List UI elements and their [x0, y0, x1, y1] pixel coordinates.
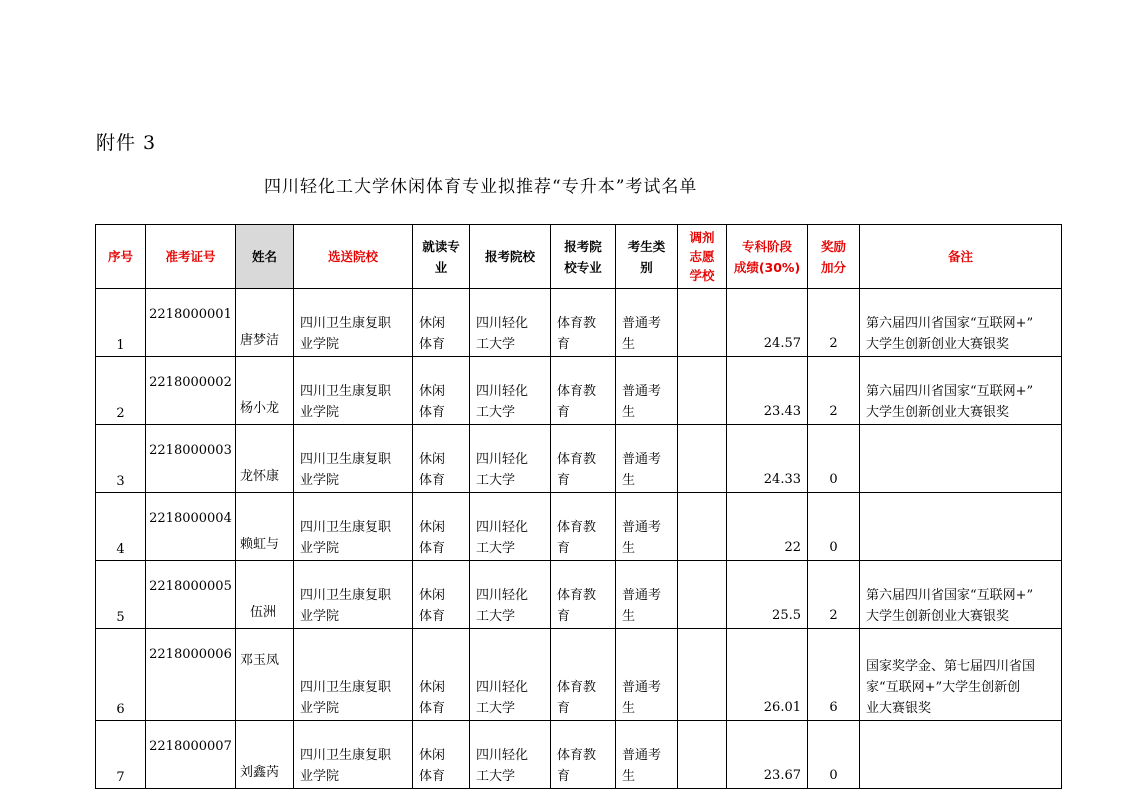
header-seq: 序号: [96, 225, 146, 289]
cell-note: [860, 561, 1062, 629]
category-line1: 普通考: [622, 588, 662, 603]
major-line2: 体育: [419, 337, 446, 352]
note-line2: 家“互联网+”大学生创新创: [866, 680, 1021, 695]
table-row: [96, 561, 1062, 629]
target-major-line1: 体育教: [557, 520, 597, 535]
cell-name: 唐梦洁: [236, 289, 294, 357]
cell-target-major: [551, 425, 616, 493]
cell-seq: 2: [96, 357, 146, 425]
major-line2: 体育: [419, 541, 446, 556]
cell-note: [860, 289, 1062, 357]
header-target-major-line2: 校专业: [564, 259, 602, 275]
target-line1: 四川轻化: [476, 588, 529, 603]
cell-exam-id: 2218000007: [146, 721, 236, 789]
cell-major: [413, 629, 470, 721]
cell-target: [470, 721, 551, 789]
header-major-line2: 业: [434, 259, 448, 275]
cell-name: 伍洲: [236, 561, 294, 629]
cell-target: [470, 289, 551, 357]
cell-major: [413, 493, 470, 561]
cell-school: [294, 289, 413, 357]
cell-target-major: [551, 721, 616, 789]
cell-major: [413, 561, 470, 629]
target-major-line1: 体育教: [557, 588, 597, 603]
note-line2: 大学生创新创业大赛银奖: [866, 405, 1010, 420]
school-line1: 四川卫生康复职: [300, 748, 392, 763]
category-line2: 生: [622, 405, 636, 420]
header-exam-id: 准考证号: [146, 225, 236, 289]
cell-seq: 3: [96, 425, 146, 493]
category-line2: 生: [622, 337, 636, 352]
target-major-line1: 体育教: [557, 452, 597, 467]
cell-name: 龙怀康: [236, 425, 294, 493]
header-note: 备注: [860, 225, 1062, 289]
target-line1: 四川轻化: [476, 384, 529, 399]
cell-score: 24.33: [727, 425, 808, 493]
cell-major: [413, 721, 470, 789]
table-body: [96, 289, 1062, 789]
school-line1: 四川卫生康复职: [300, 520, 392, 535]
major-line2: 体育: [419, 769, 446, 784]
cell-score: 26.01: [727, 629, 808, 721]
cell-target: [470, 357, 551, 425]
target-line2: 工大学: [476, 701, 516, 716]
cell-target-major: [551, 629, 616, 721]
category-line1: 普通考: [622, 316, 662, 331]
candidate-table: [95, 224, 1062, 789]
header-adjust: [678, 225, 727, 289]
target-line2: 工大学: [476, 609, 516, 624]
major-line1: 休闲: [419, 520, 446, 535]
header-bonus-line1: 奖励: [820, 238, 846, 254]
attachment-label: 附件 3: [96, 132, 157, 154]
cell-target: [470, 493, 551, 561]
target-line2: 工大学: [476, 405, 516, 420]
cell-score: 23.67: [727, 721, 808, 789]
cell-bonus: 2: [808, 289, 860, 357]
note-line2: 大学生创新创业大赛银奖: [866, 609, 1010, 624]
school-line2: 业学院: [300, 473, 340, 488]
cell-adjust: [678, 629, 727, 721]
cell-bonus: 0: [808, 493, 860, 561]
table-row: [96, 289, 1062, 357]
cell-school: [294, 721, 413, 789]
category-line1: 普通考: [622, 748, 662, 763]
category-line1: 普通考: [622, 680, 662, 695]
table-row: [96, 629, 1062, 721]
school-line2: 业学院: [300, 541, 340, 556]
cell-adjust: [678, 289, 727, 357]
cell-bonus: 6: [808, 629, 860, 721]
cell-category: [616, 425, 678, 493]
note-line1: 第六届四川省国家“互联网+”: [866, 316, 1034, 331]
cell-adjust: [678, 721, 727, 789]
cell-score: 25.5: [727, 561, 808, 629]
cell-category: [616, 629, 678, 721]
cell-adjust: [678, 425, 727, 493]
header-bonus: [808, 225, 860, 289]
header-adjust-line1: 调剂: [689, 230, 715, 245]
category-line2: 生: [622, 701, 636, 716]
cell-note: [860, 425, 1062, 493]
cell-target: [470, 425, 551, 493]
note-line3: 业大赛银奖: [866, 701, 932, 716]
note-line2: 大学生创新创业大赛银奖: [866, 337, 1010, 352]
header-score-line1: 专科阶段: [741, 238, 792, 254]
category-line2: 生: [622, 541, 636, 556]
school-line2: 业学院: [300, 405, 340, 420]
header-adjust-line2: 志愿: [689, 249, 715, 264]
target-major-line1: 体育教: [557, 680, 597, 695]
target-major-line1: 体育教: [557, 384, 597, 399]
target-major-line2: 育: [557, 473, 571, 488]
category-line2: 生: [622, 609, 636, 624]
major-line2: 体育: [419, 405, 446, 420]
cell-exam-id: 2218000001: [146, 289, 236, 357]
target-major-line2: 育: [557, 701, 571, 716]
header-category-line1: 考生类: [627, 238, 666, 254]
cell-category: [616, 289, 678, 357]
header-score: [727, 225, 808, 289]
target-line1: 四川轻化: [476, 452, 529, 467]
cell-bonus: 2: [808, 561, 860, 629]
cell-target-major: [551, 289, 616, 357]
header-major: [413, 225, 470, 289]
target-line1: 四川轻化: [476, 748, 529, 763]
cell-school: [294, 357, 413, 425]
major-line2: 体育: [419, 701, 446, 716]
major-line1: 休闲: [419, 680, 446, 695]
major-line1: 休闲: [419, 748, 446, 763]
header-target: 报考院校: [470, 225, 551, 289]
cell-seq: 1: [96, 289, 146, 357]
school-line2: 业学院: [300, 769, 340, 784]
header-category-line2: 别: [640, 259, 653, 275]
cell-adjust: [678, 357, 727, 425]
major-line2: 体育: [419, 609, 446, 624]
cell-score: 24.57: [727, 289, 808, 357]
cell-name: 邓玉凤: [236, 629, 294, 721]
major-line1: 休闲: [419, 316, 446, 331]
cell-note: [860, 629, 1062, 721]
cell-target-major: [551, 493, 616, 561]
cell-category: [616, 357, 678, 425]
table-row: [96, 721, 1062, 789]
cell-name: 杨小龙: [236, 357, 294, 425]
category-line1: 普通考: [622, 520, 662, 535]
target-major-line2: 育: [557, 769, 571, 784]
target-line1: 四川轻化: [476, 316, 529, 331]
school-line2: 业学院: [300, 337, 340, 352]
major-line1: 休闲: [419, 452, 446, 467]
document-title: 四川轻化工大学休闲体育专业拟推荐“专升本”考试名单: [264, 177, 698, 197]
category-line1: 普通考: [622, 452, 662, 467]
target-major-line2: 育: [557, 609, 571, 624]
cell-target-major: [551, 357, 616, 425]
cell-major: [413, 357, 470, 425]
header-target-major: [551, 225, 616, 289]
cell-seq: 6: [96, 629, 146, 721]
cell-bonus: 2: [808, 357, 860, 425]
header-target-major-line1: 报考院: [564, 238, 602, 254]
school-line1: 四川卫生康复职: [300, 316, 392, 331]
target-major-line2: 育: [557, 405, 571, 420]
category-line1: 普通考: [622, 384, 662, 399]
header-bonus-line2: 加分: [820, 259, 846, 275]
note-line1: 国家奖学金、第七届四川省国: [866, 659, 1036, 674]
cell-target-major: [551, 561, 616, 629]
cell-exam-id: 2218000004: [146, 493, 236, 561]
cell-note: [860, 493, 1062, 561]
cell-seq: 4: [96, 493, 146, 561]
major-line1: 休闲: [419, 588, 446, 603]
target-major-line1: 体育教: [557, 316, 597, 331]
cell-score: 22: [727, 493, 808, 561]
target-line1: 四川轻化: [476, 680, 529, 695]
header-major-line1: 就读专: [422, 238, 460, 254]
header-school: 选送院校: [294, 225, 413, 289]
cell-school: [294, 629, 413, 721]
cell-note: [860, 721, 1062, 789]
target-major-line2: 育: [557, 541, 571, 556]
target-major-line2: 育: [557, 337, 571, 352]
cell-score: 23.43: [727, 357, 808, 425]
header-name: 姓名: [236, 225, 294, 289]
cell-school: [294, 561, 413, 629]
header-category: [616, 225, 678, 289]
school-line1: 四川卫生康复职: [300, 452, 392, 467]
cell-adjust: [678, 493, 727, 561]
cell-major: [413, 425, 470, 493]
school-line2: 业学院: [300, 701, 340, 716]
table-row: [96, 357, 1062, 425]
cell-adjust: [678, 561, 727, 629]
category-line2: 生: [622, 769, 636, 784]
cell-exam-id: 2218000002: [146, 357, 236, 425]
school-line2: 业学院: [300, 609, 340, 624]
cell-category: [616, 493, 678, 561]
cell-category: [616, 561, 678, 629]
target-line2: 工大学: [476, 541, 516, 556]
cell-exam-id: 2218000006: [146, 629, 236, 721]
target-line2: 工大学: [476, 337, 516, 352]
category-line2: 生: [622, 473, 636, 488]
note-line1: 第六届四川省国家“互联网+”: [866, 384, 1034, 399]
header-score-line2: 成绩(30%): [733, 259, 801, 275]
cell-major: [413, 289, 470, 357]
cell-bonus: 0: [808, 721, 860, 789]
header-adjust-line3: 学校: [689, 268, 715, 283]
school-line1: 四川卫生康复职: [300, 384, 392, 399]
table-header-row: [96, 225, 1062, 289]
table-row: [96, 493, 1062, 561]
table-row: [96, 425, 1062, 493]
cell-bonus: 0: [808, 425, 860, 493]
cell-name: 赖虹与: [236, 493, 294, 561]
major-line2: 体育: [419, 473, 446, 488]
cell-category: [616, 721, 678, 789]
cell-note: [860, 357, 1062, 425]
cell-school: [294, 425, 413, 493]
target-line2: 工大学: [476, 769, 516, 784]
cell-exam-id: 2218000005: [146, 561, 236, 629]
note-line1: 第六届四川省国家“互联网+”: [866, 588, 1034, 603]
cell-target: [470, 629, 551, 721]
school-line1: 四川卫生康复职: [300, 680, 392, 695]
target-line2: 工大学: [476, 473, 516, 488]
school-line1: 四川卫生康复职: [300, 588, 392, 603]
target-major-line1: 体育教: [557, 748, 597, 763]
cell-seq: 7: [96, 721, 146, 789]
cell-name: 刘鑫芮: [236, 721, 294, 789]
cell-seq: 5: [96, 561, 146, 629]
cell-target: [470, 561, 551, 629]
major-line1: 休闲: [419, 384, 446, 399]
cell-exam-id: 2218000003: [146, 425, 236, 493]
target-line1: 四川轻化: [476, 520, 529, 535]
cell-school: [294, 493, 413, 561]
